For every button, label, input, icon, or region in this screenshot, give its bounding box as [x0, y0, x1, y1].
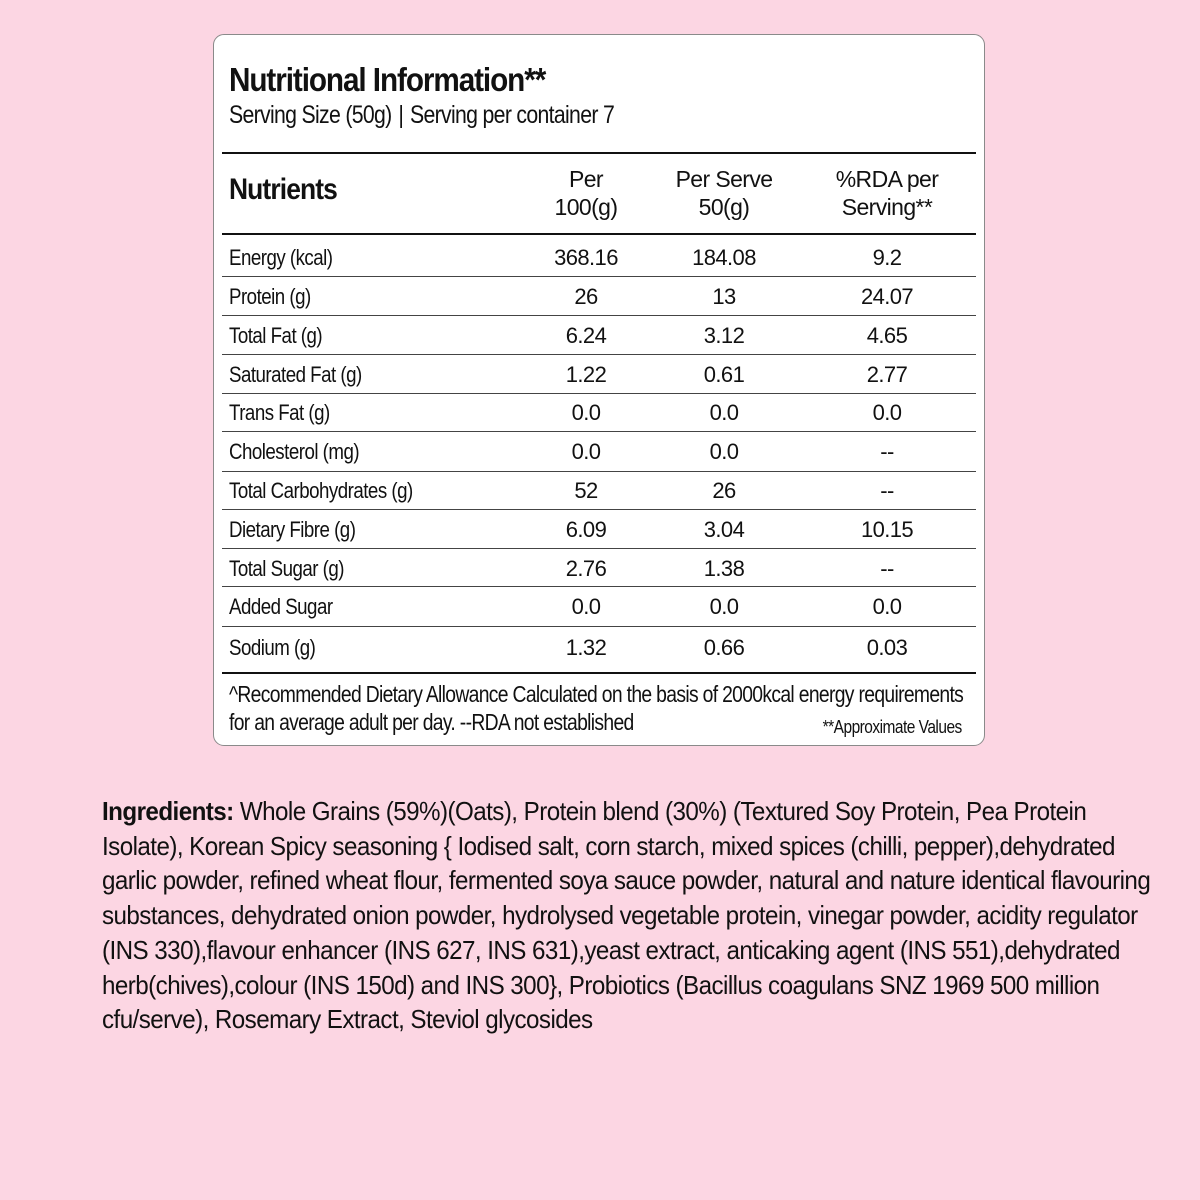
value-per-serve: 1.38 — [703, 556, 745, 581]
value-rda: 0.0 — [872, 594, 902, 619]
value-per-100g: 26 — [574, 284, 598, 309]
col-header-line: 50(g) — [698, 194, 750, 220]
value-per-100g: 0.0 — [571, 400, 601, 425]
value-per-100g: 6.09 — [565, 517, 607, 542]
value-rda: -- — [880, 439, 894, 464]
table-row — [222, 355, 976, 394]
col-header-line: Per Serve — [675, 166, 773, 192]
nutrition-panel — [213, 34, 985, 746]
value-per-100g: 1.32 — [565, 635, 607, 660]
value-per-serve: 3.04 — [703, 517, 745, 542]
table-row — [222, 432, 976, 471]
divider — [222, 233, 976, 235]
value-rda: 24.07 — [860, 284, 914, 309]
divider — [222, 152, 976, 154]
footnote-line-2: for an average adult per day. --RDA not established — [229, 709, 634, 735]
row-divider — [222, 586, 976, 587]
value-rda: 4.65 — [866, 323, 908, 348]
value-per-serve: 0.61 — [703, 362, 745, 387]
row-divider — [222, 276, 976, 277]
value-rda: 0.03 — [866, 635, 908, 660]
servings-per-container: Serving per container 7 — [410, 101, 615, 129]
table-row — [222, 510, 976, 549]
table-row — [222, 316, 976, 355]
value-per-100g: 0.0 — [571, 594, 601, 619]
row-divider — [222, 431, 976, 432]
row-divider — [222, 315, 976, 316]
serving-info — [229, 101, 614, 130]
table-row — [222, 587, 976, 626]
table-row — [222, 238, 976, 277]
approximate-values-note: **Approximate Values — [822, 717, 962, 737]
table-row — [222, 393, 976, 432]
nutrient-name: Protein (g) — [229, 284, 311, 309]
table-row — [222, 549, 976, 588]
nutrient-name: Total Sugar (g) — [229, 556, 345, 581]
row-divider — [222, 471, 976, 472]
table-row — [222, 471, 976, 510]
value-rda: 10.15 — [860, 517, 914, 542]
row-divider — [222, 354, 976, 355]
value-per-serve: 0.0 — [709, 400, 739, 425]
nutrient-name: Added Sugar — [229, 594, 333, 619]
row-divider — [222, 548, 976, 549]
value-per-serve: 13 — [712, 284, 736, 309]
table-row — [222, 277, 976, 316]
value-per-100g: 6.24 — [565, 323, 607, 348]
row-divider — [222, 626, 976, 627]
col-header-rda — [792, 165, 982, 221]
serving-separator: | — [398, 101, 404, 129]
col-header-per-100g — [516, 165, 656, 221]
value-per-serve: 0.0 — [709, 439, 739, 464]
nutrients-header: Nutrients — [229, 173, 337, 206]
value-per-100g: 1.22 — [565, 362, 607, 387]
value-per-serve: 3.12 — [703, 323, 745, 348]
col-header-line: %RDA per — [835, 166, 939, 192]
value-per-100g: 52 — [574, 478, 598, 503]
row-divider — [222, 393, 976, 394]
divider — [222, 672, 976, 674]
value-rda: 2.77 — [866, 362, 908, 387]
ingredients-text: Whole Grains (59%)(Oats), Protein blend (30%) (Textured Soy Protein, Pea Protein Isolate), Korean Spicy seasoning { Iodised salt, corn starch, mixed spices (chilli, pepper),dehydrated garlic powder, refined wheat flour, fermented soya sauce powder, natural and nature identical flavouring substances, dehydrated onion powder, hydrolysed vegetable protein, vinegar powder, acidity regulator (INS 330),flavour enhancer (INS 627, INS 631),yeast extract, anticaking agent (INS 551),dehydrated herb(chives),colour (INS 150d) and INS 300}, Probiotics (Bacillus coagulans SNZ 1969 500 million cfu/serve), Rosemary Extract, Steviol glycosides — [102, 796, 1151, 1035]
serving-size: Serving Size (50g) — [229, 101, 392, 129]
value-per-serve: 184.08 — [692, 245, 756, 270]
ingredients-label: Ingredients: — [102, 796, 234, 826]
panel-title: Nutritional Information** — [229, 61, 546, 98]
value-rda: -- — [880, 478, 894, 503]
value-per-100g: 0.0 — [571, 439, 601, 464]
nutrient-name: Total Fat (g) — [229, 323, 323, 348]
value-rda: 9.2 — [872, 245, 902, 270]
row-divider — [222, 509, 976, 510]
table-row — [222, 628, 976, 667]
col-header-line: Per — [569, 166, 603, 192]
value-per-100g: 368.16 — [554, 245, 618, 270]
ingredients-block — [102, 794, 1153, 1037]
value-per-100g: 2.76 — [565, 556, 607, 581]
col-header-line: Serving** — [841, 194, 933, 220]
col-header-line: 100(g) — [554, 194, 618, 220]
nutrient-name: Trans Fat (g) — [229, 400, 330, 425]
value-rda: -- — [880, 556, 894, 581]
value-per-serve: 26 — [712, 478, 736, 503]
col-header-per-serve — [654, 165, 794, 221]
nutrient-name: Saturated Fat (g) — [229, 362, 362, 387]
value-per-serve: 0.0 — [709, 594, 739, 619]
value-per-serve: 0.66 — [703, 635, 745, 660]
nutrient-name: Total Carbohydrates (g) — [229, 478, 413, 503]
nutrient-name: Cholesterol (mg) — [229, 439, 360, 464]
footnote-line-1: ^Recommended Dietary Allowance Calculated on the basis of 2000kcal energy requirements — [229, 681, 964, 707]
nutrient-name: Sodium (g) — [229, 635, 316, 660]
nutrient-name: Energy (kcal) — [229, 245, 333, 270]
value-rda: 0.0 — [872, 400, 902, 425]
nutrient-name: Dietary Fibre (g) — [229, 517, 356, 542]
